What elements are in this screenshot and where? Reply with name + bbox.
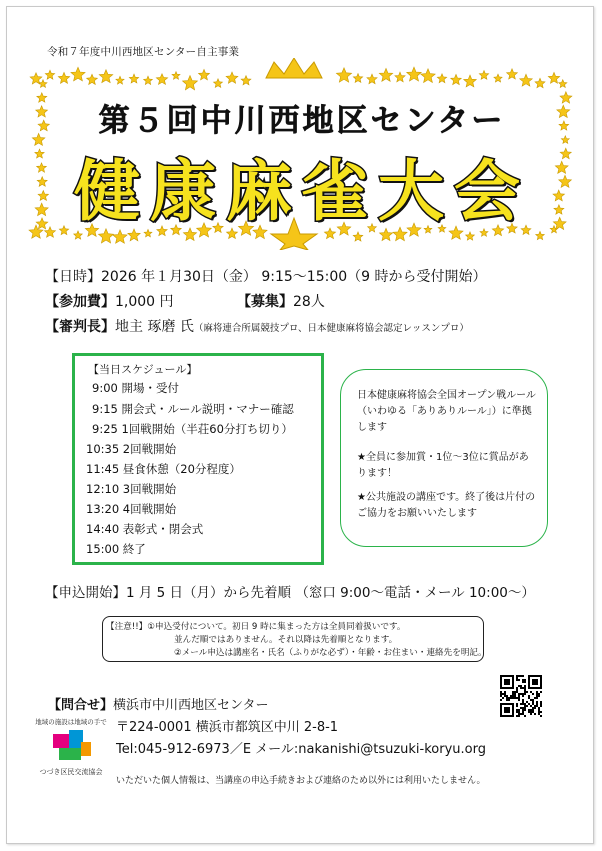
star-icon (156, 74, 167, 85)
application-line: 【申込開始】1 月 5 日（月）から先着順 （窓口 9:00～電話・メール 10:00～） (45, 585, 535, 601)
logo-text-top: 地域の施設は地域の手で (35, 718, 107, 726)
judge-note: （麻将連合所属競技プロ、日本健康麻将協会認定レッスンプロ） (193, 323, 469, 334)
star-icon (479, 71, 488, 80)
logo-text-bottom: つづき区民交流協会 (39, 768, 103, 776)
star-icon (336, 68, 351, 82)
star-icon (353, 232, 363, 241)
schedule-item: 13:20 4回戦開始 (86, 502, 177, 516)
judge-name: 地主 琢磨 氏 (115, 319, 194, 335)
schedule-item: 9:00 開場・受付 (92, 381, 179, 395)
date-line: 【日時】2026 年１月30日（金） 9:15～15:00（9 時から受付開始） (45, 269, 487, 285)
cleanup-note: ★公共施設の講座です。終了後は片付のご協力をお願いいたします (357, 492, 536, 519)
star-icon (407, 67, 422, 81)
schedule-item: 15:00 終了 (86, 542, 146, 556)
crown-icon (266, 58, 322, 78)
star-icon (144, 76, 153, 84)
caution-line-1: 【注意!!】①申込受付について。初日 9 時に集まった方は全員同着扱いです。 (106, 622, 406, 632)
star-icon (199, 69, 210, 80)
star-icon (451, 74, 462, 84)
schedule-item: 11:45 昼食休憩（20分程度） (86, 462, 241, 476)
star-icon (99, 70, 113, 83)
star-icon (45, 70, 54, 79)
judge-line (45, 316, 469, 336)
star-icon (464, 75, 477, 87)
star-icon (367, 74, 377, 84)
contact-name: 横浜市中川西地区センター (113, 698, 269, 713)
star-icon (241, 76, 251, 85)
contact-address: 〒224-0001 横浜市都筑区中川 2-8-1 (116, 720, 339, 735)
star-icon (87, 74, 98, 84)
star-icon (507, 69, 518, 79)
event-subtitle: 第５回中川西地区センター (98, 103, 506, 139)
star-icon (494, 74, 502, 82)
organizer-line: 令和７年度中川西地区センター自主事業 (47, 46, 240, 58)
star-icon (71, 67, 85, 81)
star-icon (466, 232, 475, 240)
star-icon (379, 68, 392, 81)
title-banner (28, 58, 576, 250)
qr-code-icon[interactable] (500, 675, 542, 717)
caution-line-3: ②メール申込は講座名・氏名（ふりがな必ず）・年齢・お住まい・連絡先を明記。 (174, 648, 487, 658)
star-icon (172, 72, 180, 80)
star-icon (353, 74, 362, 83)
star-icon (559, 80, 567, 88)
star-icon (58, 72, 69, 83)
star-icon (520, 74, 533, 86)
prize-note: ★全員に参加賞・1位～3位に賞品があります！ (357, 452, 529, 479)
recruit-label: 【募集】 (237, 294, 293, 310)
recruit-value: 28人 (293, 294, 325, 310)
contact-phone-email: Tel:045-912-6973／E メール:nakanishi@tsuzuki-koryu.org (116, 742, 486, 757)
star-icon (395, 72, 405, 82)
schedule-item: 9:15 開会式・ルール説明・マナー確認 (92, 402, 294, 416)
contact-label: 【問合せ】 (48, 698, 114, 713)
star-icon (548, 72, 559, 83)
schedule-item: 14:40 表彰式・閉会式 (86, 522, 204, 536)
schedule-item: 9:25 1回戦開始（半荘60分打ち切り） (92, 422, 293, 436)
star-icon (226, 72, 238, 83)
star-icon (116, 76, 124, 84)
recruit-line (237, 291, 325, 311)
rules-note: 日本健康麻将協会全国オープン戦ルール（いわゆる「ありありルール」）に準拠します (357, 390, 536, 433)
star-icon (421, 69, 435, 83)
star-icon (535, 78, 545, 88)
event-title: 健康麻雀大会 (74, 153, 530, 230)
caution-line-2: 並んだ順ではありません。それ以降は先着順となります。 (174, 635, 398, 645)
star-icon (39, 80, 47, 88)
schedule-item: 10:35 2回戦開始 (86, 442, 177, 456)
star-icon (183, 76, 198, 90)
privacy-note: いただいた個人情報は、当講座の申込手続きおよび連絡のため以外には利用いたしません。 (116, 776, 486, 786)
fee-label: 【参加費】 (45, 294, 115, 310)
fee-value: 1,000 円 (115, 294, 174, 310)
fee-line (45, 291, 174, 311)
star-icon (437, 74, 446, 83)
schedule-title: 【当日スケジュール】 (88, 363, 198, 376)
star-icon (129, 74, 138, 83)
schedule-item: 12:10 3回戦開始 (86, 482, 177, 496)
judge-label: 【審判長】 (45, 319, 115, 335)
star-icon (214, 79, 223, 88)
organization-logo (35, 710, 107, 782)
